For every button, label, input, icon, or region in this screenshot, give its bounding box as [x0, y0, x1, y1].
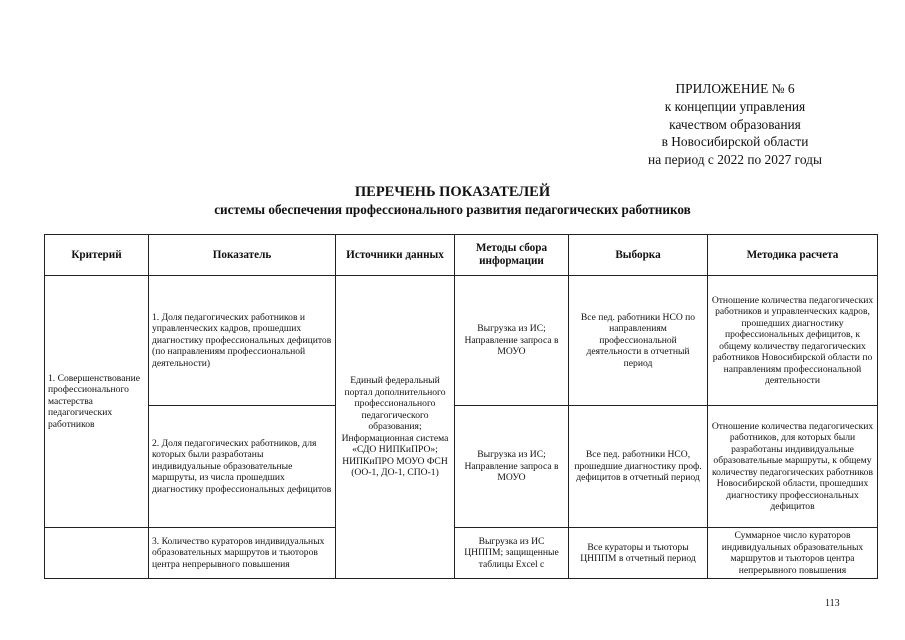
methods-cell: Выгрузка из ИС; Направление запроса в МОУО	[455, 276, 569, 406]
source-cell: Единый федеральный портал дополнительного профессионального педагогического образования; Информационная система «СДО НИПКиПРО»; НИПКиПРО МОУО ФСН (ОО-1, ДО-1, СПО-1)	[336, 276, 455, 579]
title-main: ПЕРЕЧЕНЬ ПОКАЗАТЕЛЕЙ	[354, 184, 551, 200]
appendix-header	[600, 80, 870, 169]
header-calculation: Методика расчета	[708, 235, 878, 276]
sample-cell: Все кураторы и тьюторы ЦНППМ в отчетный период	[569, 528, 708, 579]
header-indicator: Показатель	[149, 235, 336, 276]
calculation-cell: Суммарное число кураторов индивидуальных образовательных маршрутов и тьюторов центра непрерывного повышения	[708, 528, 878, 579]
methods-cell: Выгрузка из ИС; Направление запроса в МОУО	[455, 406, 569, 528]
calculation-cell: Отношение количества педагогических работников, для которых были разработаны индивидуальные образовательные маршруты, к общему количеству педагогических работников Новосибирской области, прошедших диагностику профессиональных дефицитов	[708, 406, 878, 528]
header-criterion: Критерий	[45, 235, 149, 276]
indicator-cell: 1. Доля педагогических работников и управленческих кадров, прошедших диагностику профессиональных дефицитов (по направлениям профессиональной деятельности)	[149, 276, 336, 406]
header-source: Источники данных	[336, 235, 455, 276]
sample-cell: Все пед. работники НСО, прошедшие диагностику проф. дефицитов в отчетный период	[569, 406, 708, 528]
sample-cell: Все пед. работники НСО по направлениям профессиональной деятельности в отчетный период	[569, 276, 708, 406]
criterion-cell-empty	[45, 528, 149, 579]
indicator-cell: 2. Доля педагогических работников, для которых были разработаны индивидуальные образовательные маршруты, из числа прошедших диагностику профессиональных дефицитов	[149, 406, 336, 528]
criterion-cell: 1. Совершенствование профессионального мастерства педагогических работников	[45, 276, 149, 528]
indicators-table	[44, 234, 878, 579]
appendix-line: ПРИЛОЖЕНИЕ № 6	[675, 81, 795, 96]
appendix-line: на период с 2022 по 2027 годы	[648, 152, 822, 168]
methods-cell: Выгрузка из ИС ЦНППМ; защищенные таблицы Excel с	[455, 528, 569, 579]
page-number: 113	[825, 598, 840, 609]
document-title	[0, 183, 905, 219]
table-row	[45, 528, 878, 579]
table-row	[45, 406, 878, 528]
header-sample: Выборка	[569, 235, 708, 276]
header-methods: Методы сбора информации	[455, 235, 569, 276]
title-sub: системы обеспечения профессионального развития педагогических работников	[214, 202, 691, 217]
indicator-cell: 3. Количество кураторов индивидуальных образовательных маршрутов и тьюторов центра непрерывного повышения	[149, 528, 336, 579]
appendix-line: к концепции управления	[664, 98, 806, 114]
table-row	[45, 276, 878, 406]
appendix-line: качеством образования	[669, 116, 801, 132]
calculation-cell: Отношение количества педагогических работников и управленческих кадров, прошедших диагностику профессиональных дефицитов, к общему количеству педагогических работников Новосибирской области по направлениям профессиональной деятельности	[708, 276, 878, 406]
appendix-line: в Новосибирской области	[661, 134, 809, 150]
table-header-row	[45, 235, 878, 276]
